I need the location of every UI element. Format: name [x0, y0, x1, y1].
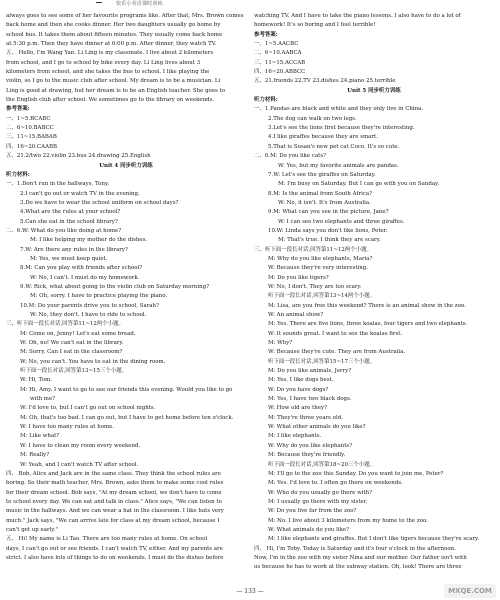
text-line: 3.Do we have to wear the school uniform on school days?: [20, 199, 179, 206]
text-line: 三、听下面一段长对话,回答第11~12两个小题。: [6, 321, 124, 328]
text-line: 四、 Bob, Alice and Jack are in the same class. They think the school rules are: [6, 470, 221, 477]
text-line: W: What other animals do you like?: [268, 424, 366, 431]
section-label: 听力材料:: [6, 171, 30, 178]
text-line: W: Oh, no! We can't eat in the library.: [20, 340, 124, 347]
text-line: 四、16~20.CAABB: [6, 143, 58, 150]
text-line: watching TV. And I have to take the piano lessons. I also have to do a lot of: [254, 13, 461, 19]
text-line: 9.W: Rick, what about going to the violin club on Saturday morning?: [20, 283, 209, 290]
text-line: M: Really?: [20, 452, 50, 459]
text-line: W: I'd love to, but I can't go out on school nights.: [20, 405, 156, 412]
header-marker: 快乐小英语课时训练: [116, 1, 163, 7]
text-line: M: Yes. I'd love to. I often go there on weekends.: [268, 480, 403, 487]
text-line: M: Come on, Jenny! Let's eat some bread.: [20, 330, 136, 337]
text-line: W: I have to clean my room every weekend.: [20, 442, 141, 449]
text-line: back home and then she cooks dinner. Her two daughters usually go home by: [6, 22, 221, 29]
text-line: 听下面一段长对话,回答第13~15三个小题。: [20, 368, 128, 375]
text-line: can't get up early.": [6, 526, 58, 533]
text-line: homework! It's so boring and I feel terrible!: [254, 22, 376, 29]
text-line: M: Yes, I have two black dogs.: [268, 396, 352, 403]
text-line: W: It sounds great. I want to see the koalas first.: [268, 330, 403, 337]
text-line: M: No. I live about 3 kilometers from my home to the zoo.: [268, 517, 428, 524]
text-line: 听下面一段长对话,回答第15~17三个小题。: [268, 358, 376, 365]
unit-heading: Unit 5 同步听力训练: [347, 87, 401, 94]
text-line: 五、21.2/two 22.violin 23.bus 24.drawing 25.English: [6, 153, 151, 160]
text-line: much." Jack says, "We can arrive late for class at my dream school, because I: [6, 517, 220, 524]
text-line: 听下面一段长对话,回答第18~20三个小题。: [268, 461, 376, 468]
text-line: 四、 Hi, I'm Toby. Today is Saturday and it's four o'clock in the afternoon.: [254, 545, 456, 552]
section-label: 听力材料:: [254, 97, 278, 104]
text-line: W: Who do you usually go there with?: [268, 489, 373, 496]
text-line: 五、 Hello, I'm Wang Yan. Li Ling is my classmate. I live about 2 kilometers: [6, 50, 214, 57]
text-line: M: Why do you like elephants, Maria?: [268, 255, 373, 262]
text-line: W: An animal show?: [268, 312, 324, 318]
text-line: Now, I'm in the zoo with my sister Nina and our mother. Our father isn't with: [254, 554, 467, 561]
text-line: M: Sorry. Can I eat in the classroom?: [20, 349, 123, 356]
text-line: W: No, I don't. They are too scary.: [268, 283, 362, 290]
text-line: 2.The dog can walk on two legs.: [268, 115, 357, 122]
text-line: M: I usually go there with my sister.: [268, 498, 368, 505]
text-line: 三、11~15.ACCAB: [254, 59, 306, 66]
text-line: 二、6.M: Do you like cats?: [254, 153, 327, 160]
text-line: M: Yes, I like dogs best.: [268, 377, 334, 384]
text-line: M: Why?: [268, 340, 293, 347]
header-dash: [96, 2, 102, 3]
text-line: 三、11~15.BABAB: [6, 134, 57, 141]
text-line: for their dream school. Bob says, "At my dream school, we don't have to come: [6, 489, 222, 496]
text-line: M: Lisa, are you free this weekend? There is an animal show in the zoo.: [268, 302, 466, 309]
text-line: 三、听下面一段长对话,回答第11~12两个小题。: [254, 246, 372, 253]
text-line: W: Why do you like elephants?: [268, 442, 353, 449]
text-line: 听下面一段长对话,回答第13~14两个小题。: [268, 293, 376, 300]
text-line: 2.I can't go out or watch TV in the evening.: [20, 190, 140, 197]
text-line: M: Do you like animals, Jerry?: [268, 368, 352, 375]
text-line: W: Hi, Tom.: [20, 377, 52, 384]
text-line: M: Like what?: [20, 433, 60, 440]
section-label: 参考答案:: [6, 106, 30, 113]
text-line: M: I like elephants and giraffes. But I don't like tigers because they're scary.: [268, 536, 480, 543]
text-line: 7.W: Are there any rules in the library?: [20, 246, 128, 253]
text-line: M: I'm busy on Saturday. But I can go with you on Sunday.: [278, 181, 440, 188]
text-line: M: Do you like tigers?: [268, 274, 329, 281]
text-line: 7.W: Let's see the giraffes on Saturday.: [268, 171, 376, 178]
text-line: 8.M: Can you play with friends after school?: [20, 265, 143, 272]
text-line: 一、1.Don't run in the hallways, Tony.: [6, 181, 110, 188]
text-line: 5.That is Susan's new pet cat Coco. It's so cute.: [268, 143, 400, 150]
text-line: with me?: [30, 396, 56, 403]
left-column: [6, 12, 246, 563]
text-line: M: I'll go to the zoo this Sunday. Do you want to join me, Peter?: [268, 470, 444, 477]
text-line: 一、1~5.BCABC: [6, 115, 51, 122]
text-line: always goes to see some of her favourite programs like. After that, Mrs. Brown comes: [6, 13, 244, 19]
text-line: M: Because they're friendly.: [268, 452, 346, 459]
unit-heading: Unit 4 同步听力训练: [99, 162, 153, 169]
text-line: 二、6.W: What do you like doing at home?: [6, 227, 122, 234]
text-line: 10.W: Linda says you don't like lions, Peter.: [268, 227, 388, 234]
right-column: [254, 12, 494, 573]
text-line: W: Because they're very interesting.: [268, 265, 369, 272]
text-line: the English club after school. We sometimes go to the library on weekends.: [6, 97, 215, 104]
text-line: Ling is good at drawing, but her dream is to be an English teacher. She goes to: [6, 87, 226, 94]
text-line: 二、6~10.AABCA: [254, 50, 302, 57]
text-line: W: No, I can't. I must do my homework.: [30, 274, 140, 281]
text-line: M: I like elephants.: [268, 433, 322, 440]
text-line: W: No, you can't. You have to eat in the dining room.: [20, 358, 166, 365]
text-line: W: Yes, but my favorite animals are pandas.: [278, 162, 399, 169]
text-line: W: What animals do you like?: [268, 526, 350, 533]
text-line: W: I can see two elephants and three giraffes.: [278, 218, 405, 225]
text-line: M: Yes. There are five lions, three koalas, four tigers and two elephants.: [268, 321, 468, 328]
text-line: kilometers from school, and she takes the bus to school. I like playing the: [6, 69, 210, 76]
text-line: 五、21.friends 22.TV 23.dishes 24.piano 25.terrible: [254, 78, 396, 85]
text-line: W: How old are they?: [268, 405, 327, 412]
text-line: days, I can't go out or see friends. I can't watch TV, either. And my parents are: [6, 545, 223, 552]
text-line: M: Oh, that's too bad. I can go out, but I have to get home before ten o'clock.: [20, 414, 234, 421]
text-line: M: That's true. I think they are scary.: [278, 237, 381, 244]
text-line: M: Yes, we must keep quiet.: [30, 255, 108, 262]
text-line: violin, so I go to the music club after school. My dream is to be a musician. Li: [6, 78, 221, 85]
text-line: strict. I also have lots of things to do on weekends. I must do the dishes before: [6, 554, 224, 561]
text-line: M: Hi, Amy. I want to go to see our friends this evening. Would you like to go: [20, 386, 233, 393]
section-label: 参考答案:: [254, 31, 278, 38]
text-line: W: Because they're cute. They are from Australia.: [268, 349, 406, 356]
text-line: at 5:30 p.m. Then they have dinner at 6:00 p.m. After dinner, they watch TV.: [6, 41, 217, 48]
text-line: 一、1.Pandas are black and white and they only live in China.: [254, 106, 424, 113]
text-line: W: Do you live far from the zoo?: [268, 508, 357, 515]
text-line: 一、1~5.AACBC: [254, 41, 299, 48]
text-line: 8.M: Is the animal from South Africa?: [268, 190, 373, 197]
text-line: 9.M: What can you see in the picture, Jane?: [268, 209, 389, 216]
text-line: boring. So their math teacher, Mrs. Brown, asks them to make some cool rules: [6, 480, 224, 487]
text-line: W: Do you have dogs?: [268, 386, 329, 393]
text-line: W: No, they don't. I have to ride to school.: [30, 312, 147, 318]
text-line: 五、 Hi! My name is Li Tao. There are too many rules at home. On school: [6, 536, 208, 543]
page-number: — 133 —: [236, 588, 264, 595]
text-line: music in the hallways. And we can wear a hat in the classroom. I like hats very: [6, 508, 224, 515]
text-line: 四、16~20.ABBCC: [254, 69, 306, 76]
text-line: to school every day. We can eat and talk in class." Alice says, "We can listen to: [6, 498, 222, 505]
watermark-logo: MXQE.COM: [444, 584, 496, 598]
text-line: M: I like helping my mother do the dishes.: [30, 237, 148, 244]
text-line: 二、6~10.BABCC: [6, 125, 54, 132]
text-line: from school, and I go to school by bike every day. Li Ling lives about 3: [6, 59, 201, 66]
text-line: school bus. It takes them about fifteen minutes. They usually come back home: [6, 31, 223, 38]
text-line: 3.Let's see the lions first because they're interesting.: [268, 125, 415, 132]
text-line: 5.Can she eat in the school library?: [20, 218, 118, 225]
text-line: W: Yeah, and I can't watch TV after school.: [20, 461, 139, 468]
text-line: 4.What are the rules at your school?: [20, 209, 121, 216]
text-line: M: They're three years old.: [268, 414, 343, 421]
text-line: 10.M: Do your parents drive you to school, Sarah?: [20, 302, 159, 309]
text-line: 4.I like giraffes because they are smart.: [268, 134, 378, 141]
text-line: W: I have too many rules at home.: [20, 424, 115, 431]
text-line: us because he has to work at the subway station. Oh, look! There are three: [254, 564, 462, 571]
text-line: W: No, it isn't. It's from Australia.: [278, 199, 371, 206]
text-line: M: Oh, sorry. I have to practice playing the piano.: [30, 293, 168, 300]
